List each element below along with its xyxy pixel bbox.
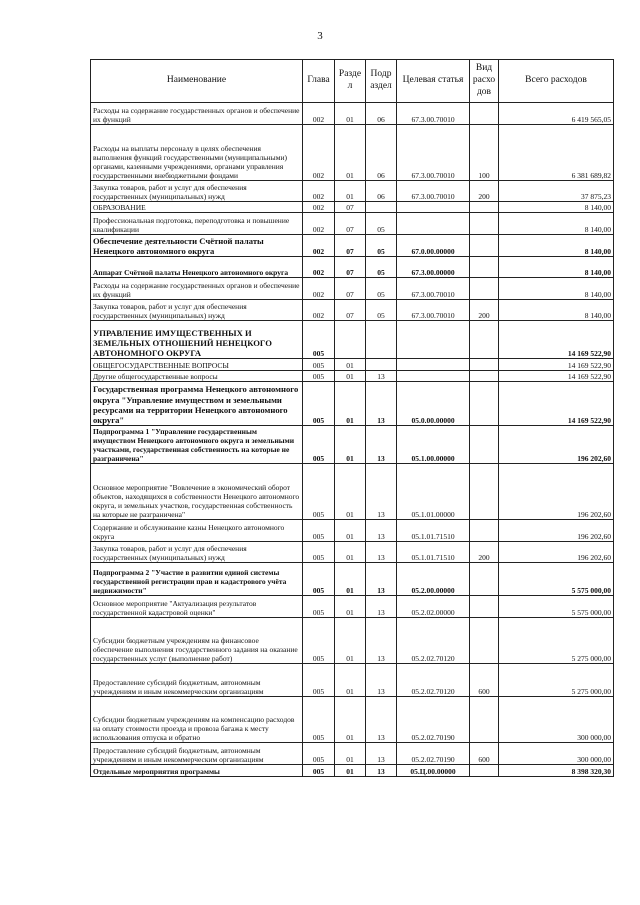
cell-target: 67.0.00.00000 <box>397 235 470 257</box>
cell-glava: 005 <box>303 596 335 618</box>
cell-total: 14 169 522,90 <box>499 321 614 359</box>
cell-name: Закупка товаров, работ и услуг для обеспечения государственных (муниципальных) нужд <box>91 300 303 321</box>
cell-name: Расходы на содержание государственных органов и обеспечение их функций <box>91 278 303 300</box>
cell-vid: 100 <box>470 125 499 181</box>
cell-glava: 005 <box>303 563 335 596</box>
cell-podrazdel: 05 <box>366 300 397 321</box>
cell-name: Субсидии бюджетным учреждениям на финансовое обеспечение выполнения государственного задания на оказание государственных услуг (выполнение работ) <box>91 618 303 664</box>
cell-razdel: 01 <box>335 359 366 371</box>
cell-glava: 002 <box>303 103 335 125</box>
cell-target: 05.2.02.70120 <box>397 664 470 697</box>
cell-podrazdel: 13 <box>366 542 397 563</box>
table-row <box>91 464 614 520</box>
cell-target: 05.1.01.71510 <box>397 542 470 563</box>
cell-target: 67.3.00.70010 <box>397 125 470 181</box>
cell-total: 300 000,00 <box>499 743 614 765</box>
cell-razdel: 07 <box>335 257 366 278</box>
cell-name: Другие общегосударственные вопросы <box>91 371 303 382</box>
cell-razdel: 07 <box>335 213 366 235</box>
cell-target: 05.0.00.00000 <box>397 382 470 426</box>
cell-vid <box>470 235 499 257</box>
cell-name: Профессиональная подготовка, переподготовка и повышение квалификации <box>91 213 303 235</box>
cell-total: 196 202,60 <box>499 542 614 563</box>
cell-podrazdel: 05 <box>366 213 397 235</box>
cell-razdel <box>335 321 366 359</box>
table-row <box>91 181 614 202</box>
cell-vid <box>470 371 499 382</box>
table-row <box>91 697 614 743</box>
table-body <box>91 103 614 777</box>
cell-podrazdel: 06 <box>366 181 397 202</box>
table-row <box>91 359 614 371</box>
cell-podrazdel: 05 <box>366 235 397 257</box>
cell-vid <box>470 618 499 664</box>
header-glava: Глава <box>303 60 335 103</box>
cell-glava: 005 <box>303 618 335 664</box>
cell-name: Государственная программа Ненецкого автономного округа "Управление имуществом и земельными ресурсами на территории Ненецкого автономного округа" <box>91 382 303 426</box>
cell-name: Аппарат Счётной палаты Ненецкого автономного округа <box>91 257 303 278</box>
cell-vid <box>470 278 499 300</box>
cell-total: 6 381 689,82 <box>499 125 614 181</box>
cell-target: 05.1.01.71510 <box>397 520 470 542</box>
cell-glava: 002 <box>303 125 335 181</box>
cell-razdel: 01 <box>335 426 366 464</box>
table-row <box>91 382 614 426</box>
cell-vid <box>470 257 499 278</box>
cell-vid: 600 <box>470 743 499 765</box>
cell-target: 67.3.00.70010 <box>397 278 470 300</box>
cell-target: 05.2.02.70120 <box>397 618 470 664</box>
cell-total: 14 169 522,90 <box>499 359 614 371</box>
table-row <box>91 103 614 125</box>
cell-vid <box>470 563 499 596</box>
cell-vid <box>470 464 499 520</box>
cell-razdel: 01 <box>335 697 366 743</box>
cell-glava: 002 <box>303 235 335 257</box>
cell-glava: 002 <box>303 202 335 213</box>
cell-name: Подпрограмма 2 "Участие в развитии единой системы государственной регистрации прав и кадастрового учёта недвижимости" <box>91 563 303 596</box>
cell-name: Закупка товаров, работ и услуг для обеспечения государственных (муниципальных) нужд <box>91 181 303 202</box>
cell-razdel: 01 <box>335 520 366 542</box>
cell-total: 14 169 522,90 <box>499 371 614 382</box>
cell-total: 37 875,23 <box>499 181 614 202</box>
cell-razdel: 07 <box>335 278 366 300</box>
cell-name: Основное мероприятие "Вовлечение в экономический оборот объектов, находящихся в собственности Ненецкого автономного округа, и земельных участков, государственная собственность на которые не разграничена" <box>91 464 303 520</box>
cell-glava: 002 <box>303 300 335 321</box>
cell-total: 5 575 000,00 <box>499 596 614 618</box>
header-vid: Вид расхо дов <box>470 60 499 103</box>
cell-target: 67.3.00.70010 <box>397 300 470 321</box>
cell-razdel: 07 <box>335 202 366 213</box>
cell-total: 8 140,00 <box>499 213 614 235</box>
cell-name: Основное мероприятие "Актуализация результатов государственной кадастровой оценки" <box>91 596 303 618</box>
cell-glava: 005 <box>303 664 335 697</box>
cell-podrazdel <box>366 202 397 213</box>
cell-razdel: 01 <box>335 103 366 125</box>
cell-total: 196 202,60 <box>499 520 614 542</box>
cell-name: ОБЩЕГОСУДАРСТВЕННЫЕ ВОПРОСЫ <box>91 359 303 371</box>
cell-name: Предоставление субсидий бюджетным, автономным учреждениям и иным некоммерческим организациям <box>91 664 303 697</box>
cell-target: 05.2.02.00000 <box>397 596 470 618</box>
cell-vid <box>470 697 499 743</box>
cell-glava: 005 <box>303 697 335 743</box>
cell-razdel: 01 <box>335 664 366 697</box>
cell-name: Расходы на выплаты персоналу в целях обеспечения выполнения функций государственными (муниципальными) органами, казенными учреждениями, органами управления государственными внебюджетными фондами <box>91 125 303 181</box>
header-name: Наименование <box>91 60 303 103</box>
cell-glava: 002 <box>303 213 335 235</box>
cell-podrazdel: 06 <box>366 125 397 181</box>
table-row <box>91 542 614 563</box>
table-row <box>91 743 614 765</box>
cell-podrazdel: 13 <box>366 520 397 542</box>
table-row <box>91 213 614 235</box>
cell-glava: 005 <box>303 371 335 382</box>
cell-podrazdel <box>366 321 397 359</box>
table-row <box>91 596 614 618</box>
cell-total: 196 202,60 <box>499 464 614 520</box>
cell-razdel: 07 <box>335 300 366 321</box>
table-row <box>91 125 614 181</box>
cell-razdel: 01 <box>335 743 366 765</box>
cell-podrazdel: 05 <box>366 257 397 278</box>
cell-vid: 200 <box>470 542 499 563</box>
cell-target: 67.3.00.00000 <box>397 257 470 278</box>
cell-target: 05.1.01.00000 <box>397 464 470 520</box>
cell-podrazdel: 13 <box>366 743 397 765</box>
table-row <box>91 426 614 464</box>
cell-total: 8 140,00 <box>499 257 614 278</box>
cell-vid <box>470 103 499 125</box>
cell-total: 8 140,00 <box>499 202 614 213</box>
cell-total: 8 140,00 <box>499 278 614 300</box>
header-row <box>91 60 614 103</box>
cell-total: 5 575 000,00 <box>499 563 614 596</box>
cell-razdel: 01 <box>335 464 366 520</box>
table-row <box>91 300 614 321</box>
cell-glava: 005 <box>303 743 335 765</box>
cell-target: 05.2.00.00000 <box>397 563 470 596</box>
cell-razdel: 01 <box>335 181 366 202</box>
cell-total: 5 275 000,00 <box>499 618 614 664</box>
cell-vid: 200 <box>470 300 499 321</box>
cell-vid: 600 <box>470 664 499 697</box>
cell-podrazdel: 13 <box>366 563 397 596</box>
cell-vid <box>470 321 499 359</box>
cell-glava: 005 <box>303 382 335 426</box>
cell-target <box>397 202 470 213</box>
table-row <box>91 257 614 278</box>
cell-total: 14 169 522,90 <box>499 382 614 426</box>
cell-name: Расходы на содержание государственных органов и обеспечение их функций <box>91 103 303 125</box>
cell-target <box>397 359 470 371</box>
header-razdel: Разде л <box>335 60 366 103</box>
cell-total: 6 419 565,05 <box>499 103 614 125</box>
cell-target: 67.3.00.70010 <box>397 103 470 125</box>
cell-glava: 005 <box>303 520 335 542</box>
cell-vid <box>470 765 499 777</box>
table-row <box>91 321 614 359</box>
cell-podrazdel: 13 <box>366 618 397 664</box>
cell-name: Содержание и обслуживание казны Ненецкого автономного округа <box>91 520 303 542</box>
cell-glava: 002 <box>303 257 335 278</box>
header-total: Всего расходов <box>499 60 614 103</box>
cell-name: УПРАВЛЕНИЕ ИМУЩЕСТВЕННЫХ И ЗЕМЕЛЬНЫХ ОТНОШЕНИЙ НЕНЕЦКОГО АВТОНОМНОГО ОКРУГА <box>91 321 303 359</box>
cell-total: 5 275 000,00 <box>499 664 614 697</box>
cell-target: 67.3.00.70010 <box>397 181 470 202</box>
cell-glava: 005 <box>303 426 335 464</box>
cell-name: Предоставление субсидий бюджетным, автономным учреждениям и иным некоммерческим организациям <box>91 743 303 765</box>
cell-podrazdel: 13 <box>366 664 397 697</box>
budget-table <box>90 59 614 777</box>
table-row <box>91 765 614 777</box>
cell-total: 8 140,00 <box>499 300 614 321</box>
table-row <box>91 618 614 664</box>
cell-total: 300 000,00 <box>499 697 614 743</box>
cell-vid <box>470 382 499 426</box>
cell-name: ОБРАЗОВАНИЕ <box>91 202 303 213</box>
table-row <box>91 520 614 542</box>
cell-vid <box>470 202 499 213</box>
cell-podrazdel: 13 <box>366 464 397 520</box>
header-target: Целевая статья <box>397 60 470 103</box>
cell-glava: 005 <box>303 765 335 777</box>
cell-razdel: 07 <box>335 235 366 257</box>
cell-target <box>397 213 470 235</box>
cell-target: 05.Ц.00.00000 <box>397 765 470 777</box>
cell-razdel: 01 <box>335 125 366 181</box>
cell-target: 05.1.00.00000 <box>397 426 470 464</box>
cell-name: Подпрограмма 1 "Управление государственным имуществом Ненецкого автономного округа и земельными участками, государственная собственность на которые не разграничена" <box>91 426 303 464</box>
cell-razdel: 01 <box>335 563 366 596</box>
cell-podrazdel: 05 <box>366 278 397 300</box>
cell-glava: 005 <box>303 542 335 563</box>
cell-glava: 002 <box>303 278 335 300</box>
cell-podrazdel <box>366 359 397 371</box>
cell-podrazdel: 06 <box>366 103 397 125</box>
cell-razdel: 01 <box>335 765 366 777</box>
cell-razdel: 01 <box>335 618 366 664</box>
cell-target <box>397 321 470 359</box>
cell-glava: 005 <box>303 321 335 359</box>
cell-glava: 005 <box>303 359 335 371</box>
page-number: 3 <box>317 30 323 42</box>
cell-podrazdel: 13 <box>366 382 397 426</box>
table-row <box>91 563 614 596</box>
cell-razdel: 01 <box>335 371 366 382</box>
cell-podrazdel: 13 <box>366 697 397 743</box>
cell-podrazdel: 13 <box>366 596 397 618</box>
cell-total: 8 140,00 <box>499 235 614 257</box>
cell-vid <box>470 596 499 618</box>
cell-vid: 200 <box>470 181 499 202</box>
cell-total: 196 202,60 <box>499 426 614 464</box>
cell-glava: 002 <box>303 181 335 202</box>
cell-target: 05.2.02.70190 <box>397 697 470 743</box>
cell-podrazdel: 13 <box>366 765 397 777</box>
cell-target: 05.2.02.70190 <box>397 743 470 765</box>
table-row <box>91 664 614 697</box>
table-row <box>91 202 614 213</box>
cell-name: Обеспечение деятельности Счётной палаты Ненецкого автономного округа <box>91 235 303 257</box>
cell-name: Отдельные мероприятия программы <box>91 765 303 777</box>
cell-glava: 005 <box>303 464 335 520</box>
cell-razdel: 01 <box>335 596 366 618</box>
cell-total: 8 398 320,30 <box>499 765 614 777</box>
table-row <box>91 371 614 382</box>
table-row <box>91 278 614 300</box>
cell-vid <box>470 426 499 464</box>
cell-razdel: 01 <box>335 382 366 426</box>
cell-razdel: 01 <box>335 542 366 563</box>
cell-vid <box>470 359 499 371</box>
cell-vid <box>470 213 499 235</box>
cell-podrazdel: 13 <box>366 426 397 464</box>
cell-name: Закупка товаров, работ и услуг для обеспечения государственных (муниципальных) нужд <box>91 542 303 563</box>
cell-podrazdel: 13 <box>366 371 397 382</box>
header-podrazdel: Подр аздел <box>366 60 397 103</box>
cell-vid <box>470 520 499 542</box>
table-row <box>91 235 614 257</box>
cell-name: Субсидии бюджетным учреждениям на компенсацию расходов на оплату стоимости проезда и провоза багажа к месту использования отпуска и обратно <box>91 697 303 743</box>
cell-target <box>397 371 470 382</box>
